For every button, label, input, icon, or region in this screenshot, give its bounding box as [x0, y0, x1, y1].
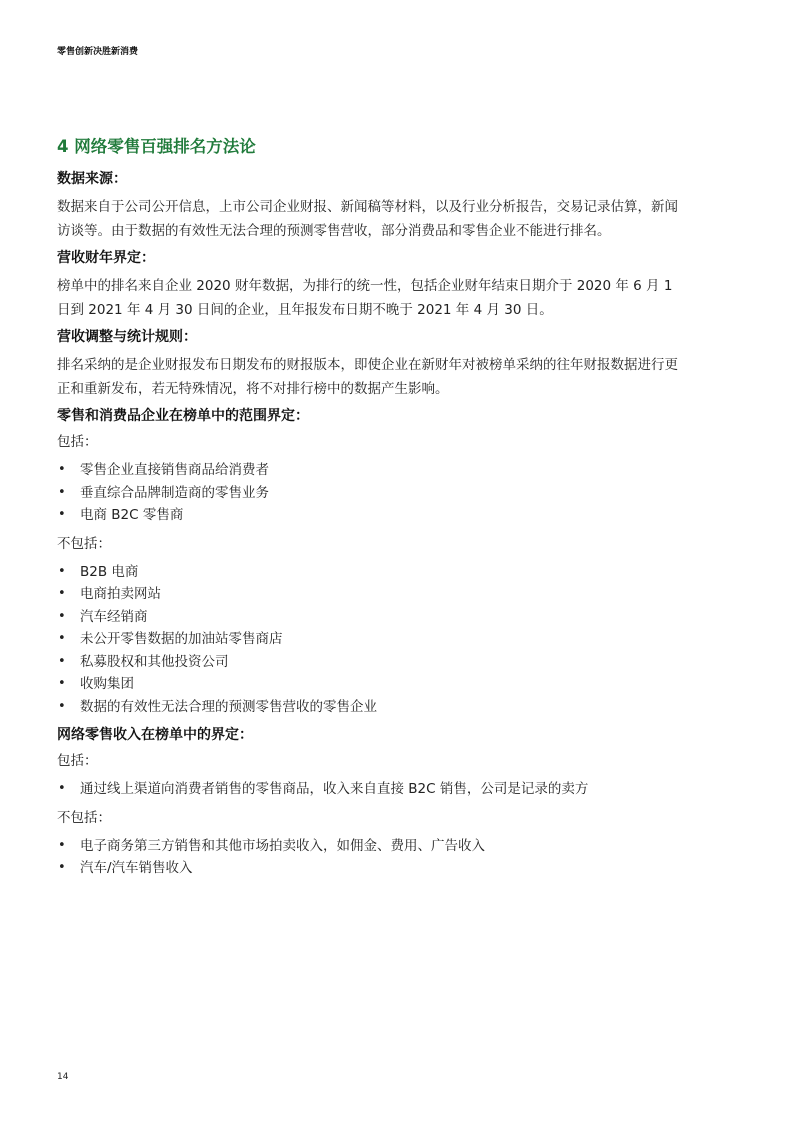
scope-exclude-list [57, 561, 687, 719]
list-item: • 汽车经销商 [57, 606, 687, 629]
main-content [57, 136, 687, 886]
list-item: • B2B 电商 [57, 561, 687, 584]
list-item: • 垂直综合品牌制造商的零售业务 [57, 482, 687, 505]
data-source-text: 数据来自于公司公开信息，上市公司企业财报、新闻稿等材料，以及行业分析报告，交易记录估算，新闻访谈等。由于数据的有效性无法合理的预测零售营收，部分消费品和零售企业不能进行排名。 [57, 199, 678, 239]
list-item: • 汽车/汽车销售收入 [57, 857, 687, 880]
list-item: • 未公开零售数据的加油站零售商店 [57, 628, 687, 651]
online-revenue-block [57, 724, 687, 880]
fiscal-year-heading: 营收财年界定： [57, 250, 155, 266]
scope-include-label: 包括： [57, 434, 98, 450]
section-title: 4 网络零售百强排名方法论 [57, 137, 256, 156]
page-number: 14 [57, 1072, 69, 1082]
data-source-block [57, 168, 687, 243]
list-item: • 私募股权和其他投资公司 [57, 651, 687, 674]
online-revenue-heading: 网络零售收入在榜单中的界定： [57, 727, 253, 743]
list-item: • 电商拍卖网站 [57, 583, 687, 606]
running-header: 零售创新决胜新消费 [57, 47, 139, 57]
online-revenue-exclude-list [57, 835, 687, 880]
scope-include-list [57, 459, 687, 527]
online-revenue-include-label: 包括： [57, 753, 98, 769]
scope-heading: 零售和消费品企业在榜单中的范围界定： [57, 408, 309, 424]
list-item: • 通过线上渠道向消费者销售的零售商品，收入来自直接 B2C 销售，公司是记录的卖方 [57, 778, 687, 801]
list-item: • 零售企业直接销售商品给消费者 [57, 459, 687, 482]
list-item: • 电商 B2C 零售商 [57, 504, 687, 527]
fiscal-year-text: 榜单中的排名来自企业 2020 财年数据，为排行的统一性，包括企业财年结束日期介于 2020 年 6 月 1 日到 2021 年 4 月 30 日间的企业，且年报发布日期不晚于 2021 年 4 月 30 日。 [57, 278, 673, 318]
scope-block [57, 405, 687, 718]
adjustment-text: 排名采纳的是企业财报发布日期发布的财报版本，即使企业在新财年对被榜单采纳的往年财报数据进行更正和重新发布，若无特殊情况，将不对排行榜中的数据产生影响。 [57, 357, 678, 397]
scope-exclude-label: 不包括： [57, 535, 111, 552]
fiscal-year-block [57, 247, 687, 322]
list-item: • 收购集团 [57, 673, 687, 696]
list-item: • 数据的有效性无法合理的预测零售营收的零售企业 [57, 696, 687, 719]
adjustment-block [57, 326, 687, 401]
list-item: • 电子商务第三方销售和其他市场拍卖收入，如佣金、费用、广告收入 [57, 835, 687, 858]
online-revenue-include-list [57, 778, 687, 801]
data-source-heading: 数据来源： [57, 171, 127, 187]
online-revenue-exclude-label: 不包括： [57, 809, 111, 826]
adjustment-heading: 营收调整与统计规则： [57, 329, 197, 345]
